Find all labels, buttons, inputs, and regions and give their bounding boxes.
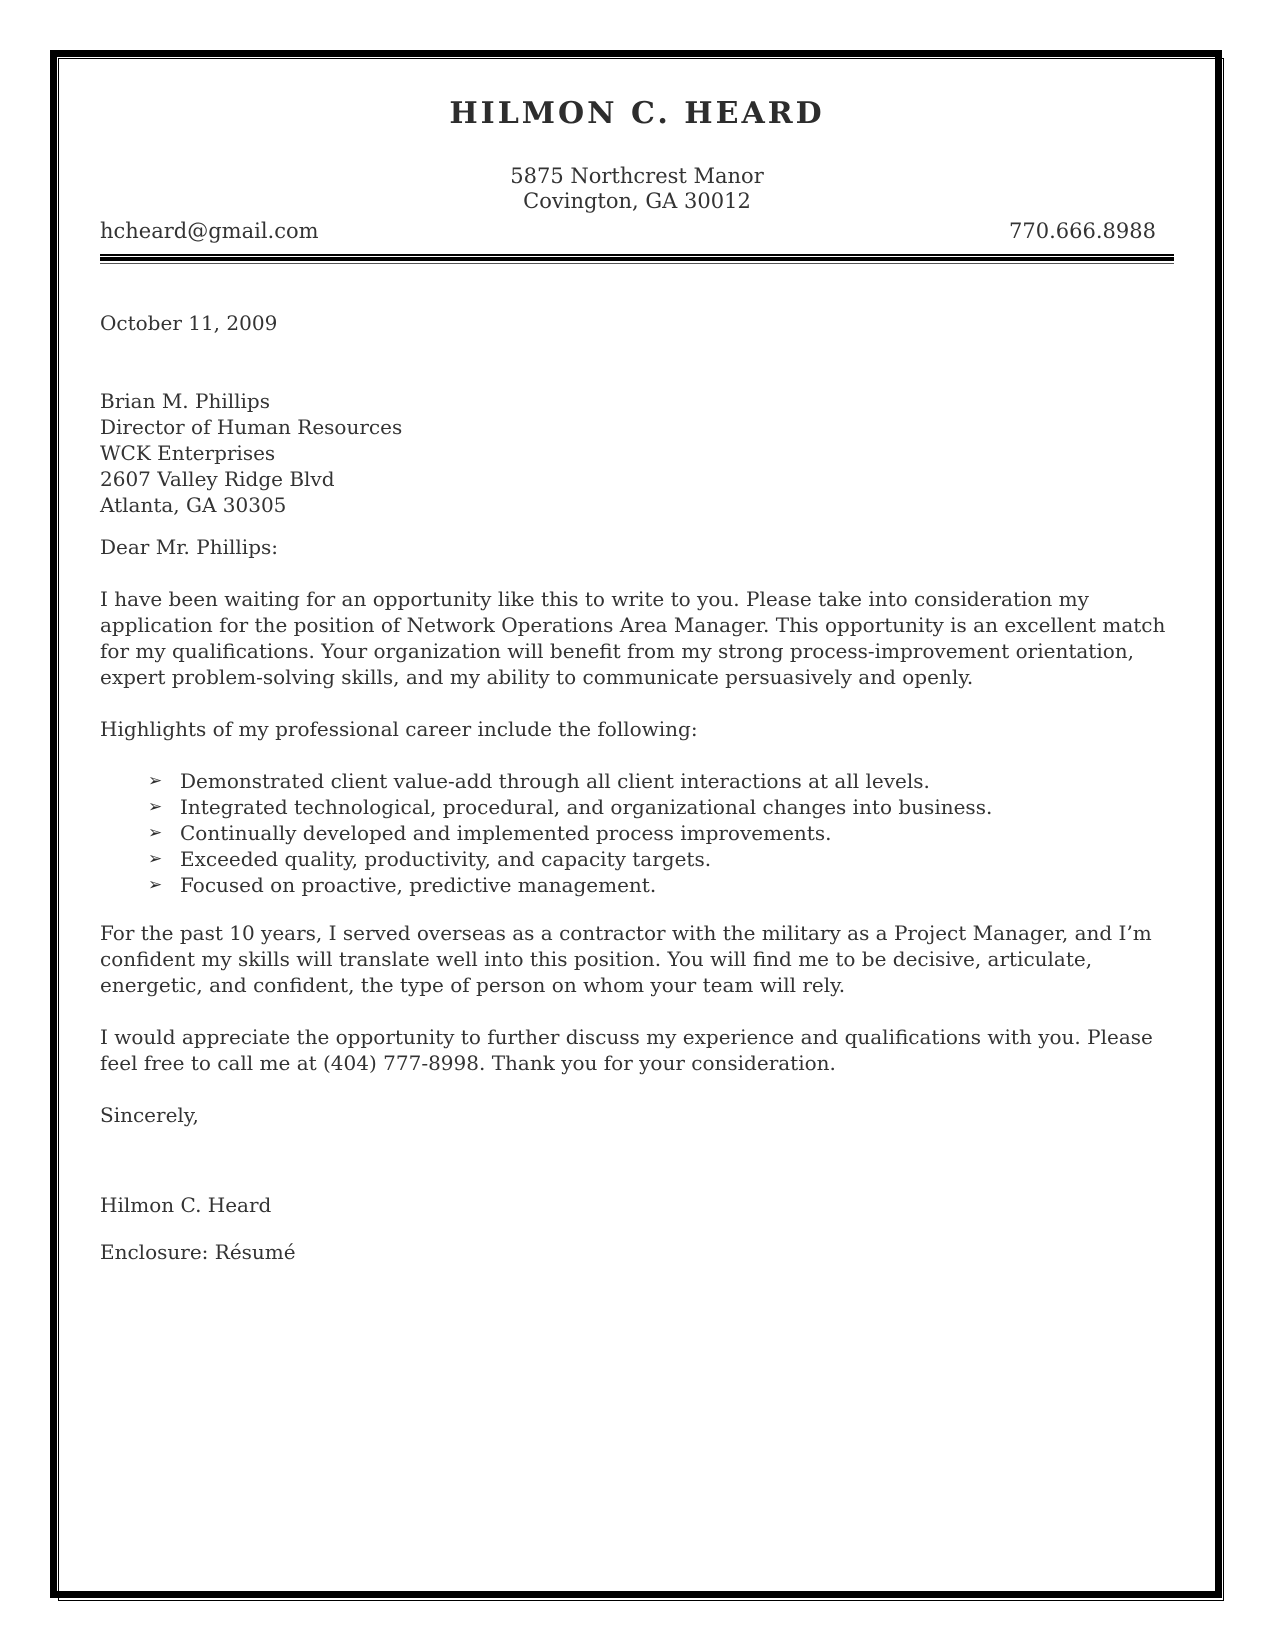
recipient-name: Brian M. Phillips: [100, 389, 270, 413]
sender-address-line-2: Covington, GA 30012: [523, 189, 751, 213]
arrow-bullet-icon: ➢: [148, 771, 163, 791]
arrow-bullet-icon: ➢: [148, 823, 163, 843]
arrow-bullet-icon: ➢: [148, 875, 163, 895]
arrow-bullet-icon: ➢: [148, 849, 163, 869]
letter-date: October 11, 2009: [100, 311, 278, 335]
recipient-street: 2607 Valley Ridge Blvd: [100, 467, 335, 491]
sender-address-line-1: 5875 Northcrest Manor: [510, 164, 764, 188]
list-item: [100, 820, 1174, 846]
paragraph-callto: I would appreciate the opportunity to further discuss my experience and qualifications with you. Please feel free to call me at (404) 777-8998. Thank you for your consideration.: [100, 1025, 1153, 1075]
letter-content: [100, 96, 1174, 1265]
salutation: Dear Mr. Phillips:: [100, 535, 278, 559]
list-item-text: Demonstrated client value-add through all client interactions at all levels.: [180, 769, 930, 793]
recipient-address-block: [100, 388, 1174, 518]
list-item-text: Exceeded quality, productivity, and capacity targets.: [180, 847, 712, 871]
divider-line-thin-bottom: [100, 263, 1174, 264]
letter-body: [100, 310, 1174, 1265]
list-item-text: Integrated technological, procedural, and organizational changes into business.: [180, 795, 993, 819]
list-item: [100, 768, 1174, 794]
closing: Sincerely,: [100, 1103, 199, 1127]
enclosure-line: Enclosure: Résumé: [100, 1240, 296, 1264]
paragraph-intro: I have been waiting for an opportunity like this to write to you. Please take into consideration my application for the position of Network Operations Area Manager. This opportunity is an excellent match for my qualifications. Your organization will benefit from my strong process-improvement orientation, expert problem-solving skills, and my ability to communicate persuasively and openly.: [100, 587, 1166, 689]
email-text: hcheard@gmail.com: [100, 219, 319, 243]
contact-row: [100, 218, 1174, 244]
sender-address: [100, 164, 1174, 214]
page-title: HILMON C. HEARD: [449, 96, 825, 131]
header-divider: [100, 254, 1174, 264]
list-item: [100, 794, 1174, 820]
divider-line-thick: [100, 257, 1174, 261]
arrow-bullet-icon: ➢: [148, 797, 163, 817]
phone-text: 770.666.8988: [1009, 219, 1156, 243]
highlights-list: [100, 768, 1174, 898]
letterhead: [100, 96, 1174, 264]
list-item-text: Focused on proactive, predictive management.: [180, 873, 657, 897]
recipient-title: Director of Human Resources: [100, 415, 403, 439]
highlights-intro: Highlights of my professional career include the following:: [100, 717, 698, 741]
recipient-company: WCK Enterprises: [100, 441, 276, 465]
divider-line-thin-top: [100, 254, 1174, 256]
recipient-city: Atlanta, GA 30305: [100, 493, 287, 517]
signature-name: Hilmon C. Heard: [100, 1193, 272, 1217]
list-item-text: Continually developed and implemented process improvements.: [180, 821, 832, 845]
list-item: [100, 872, 1174, 898]
paragraph-experience: For the past 10 years, I served overseas as a contractor with the military as a Project Manager, and I’m confident my skills will translate well into this position. You will find me to be decisive, articulate, energetic, and confident, the type of person on whom your team will rely.: [100, 921, 1152, 997]
list-item: [100, 846, 1174, 872]
